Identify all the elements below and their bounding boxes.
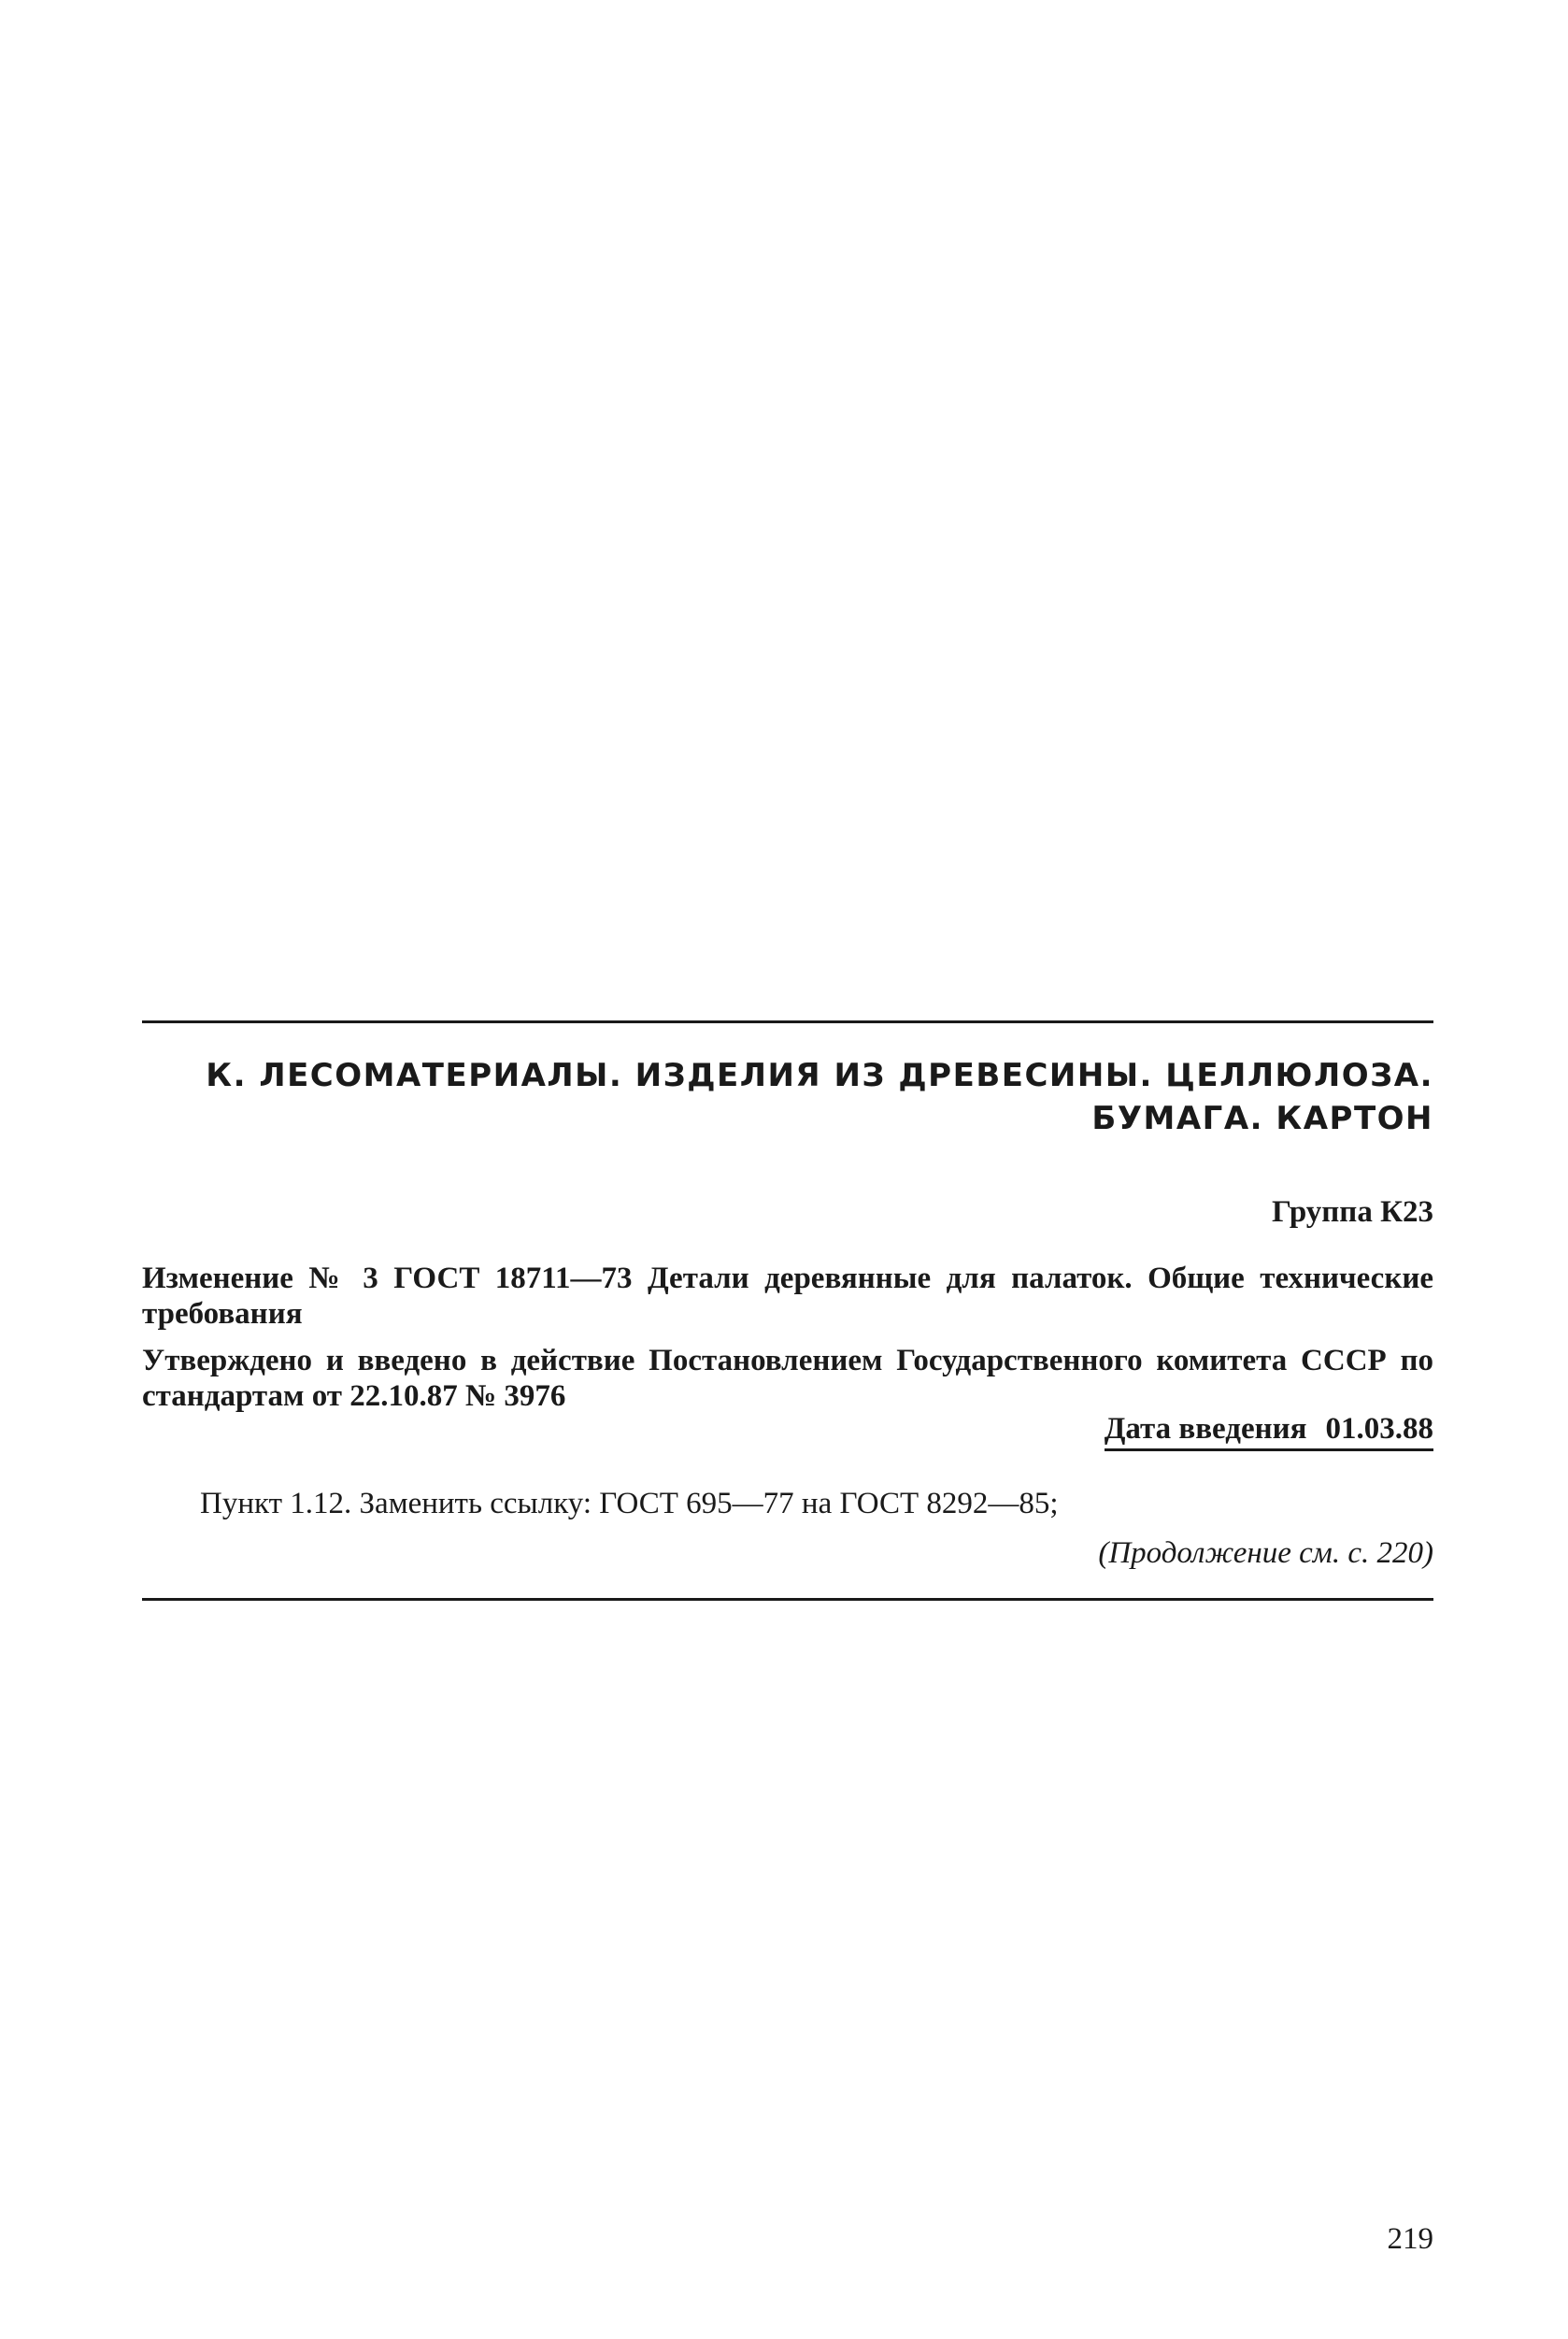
section-heading-line-2: БУМАГА. КАРТОН: [1091, 1100, 1433, 1137]
effective-date: [1105, 1411, 1433, 1451]
bottom-divider: [142, 1598, 1433, 1601]
section-heading-line-1: К. ЛЕСОМАТЕРИАЛЫ. ИЗДЕЛИЯ ИЗ ДРЕВЕСИНЫ. ЦЕЛЛЮЛОЗА.: [206, 1057, 1433, 1094]
change-title: Изменение № 3 ГОСТ 18711—73 Детали деревянные для палаток. Общие технические требования: [142, 1262, 1433, 1331]
effective-date-value: 01.03.88: [1325, 1412, 1433, 1446]
continued-note: (Продолжение см. с. 220): [1098, 1536, 1433, 1570]
page-number: 219: [1387, 2222, 1433, 2256]
approval-statement: Утверждено и введено в действие Постановлением Государственного комитета СССР по стандартам от 22.10.87 № 3976: [142, 1344, 1433, 1413]
amendment-point: Пункт 1.12. Заменить ссылку: ГОСТ 695—77 на ГОСТ 8292—85;: [200, 1487, 1059, 1520]
effective-date-label: Дата введения: [1104, 1412, 1307, 1446]
top-divider: [142, 1020, 1433, 1023]
section-heading: [206, 1054, 1433, 1140]
group-code: Группа К23: [1271, 1195, 1433, 1229]
